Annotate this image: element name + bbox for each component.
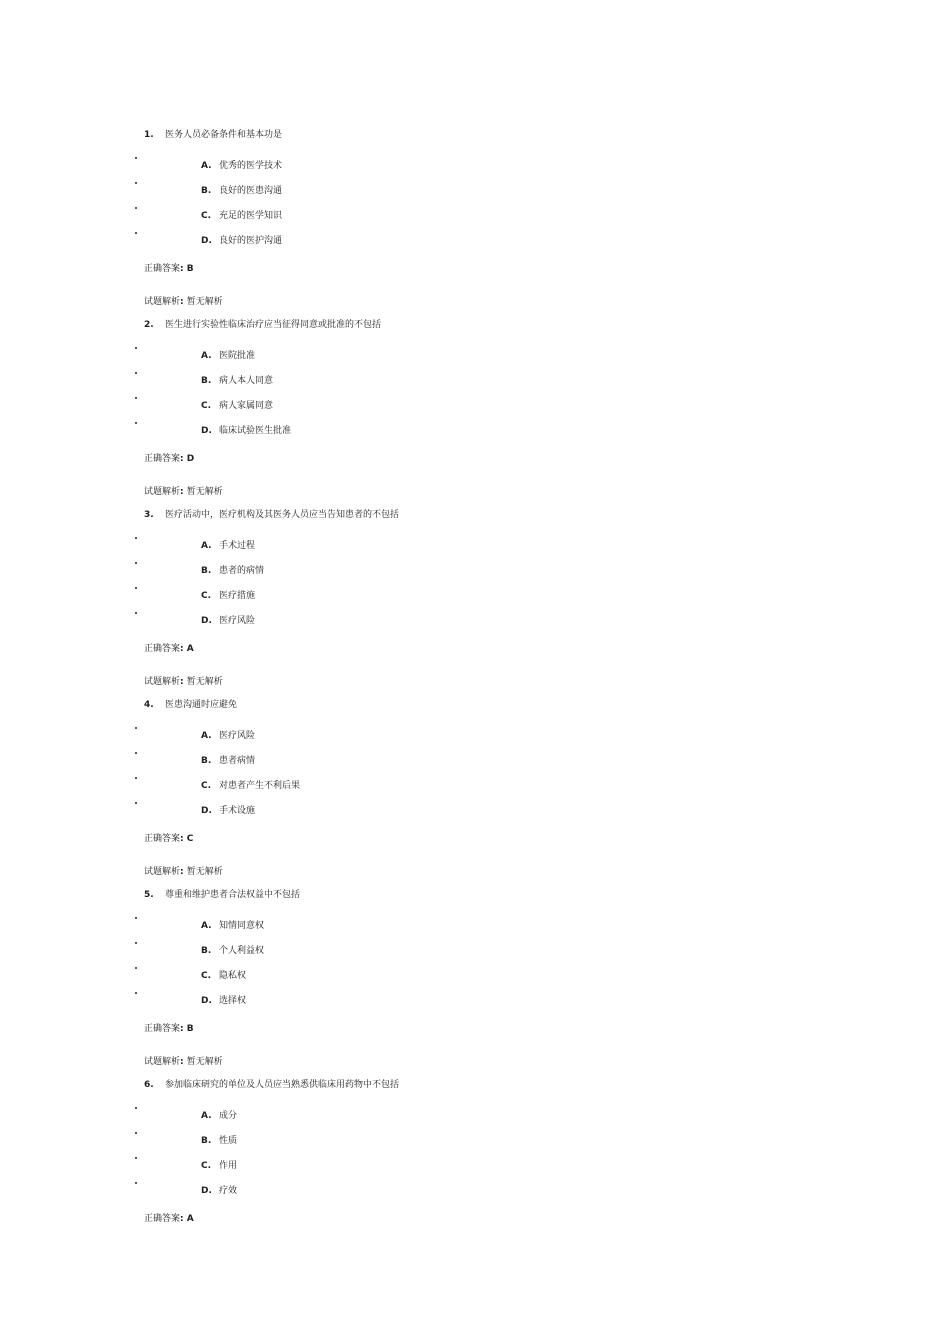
- question-title: [144, 697, 237, 710]
- question-text: 参加临床研究的单位及人员应当熟悉供临床用药物中不包括: [165, 1080, 400, 1090]
- option-c[interactable]: [0, 588, 950, 602]
- option-label: [201, 588, 255, 601]
- option-letter: C.: [201, 591, 212, 601]
- option-text: 病人家属同意: [219, 401, 274, 411]
- option-b[interactable]: [0, 943, 950, 957]
- correct-answer-label: 正确答案: [144, 644, 181, 654]
- explanation-text: 暂无解析: [186, 677, 223, 687]
- option-letter: D.: [201, 616, 212, 626]
- option-text: 成分: [219, 1111, 238, 1121]
- colon-separator: :: [180, 487, 187, 497]
- correct-answer-label: 正确答案: [144, 454, 181, 464]
- bullet-dot-icon: [135, 917, 137, 919]
- option-b[interactable]: [0, 563, 950, 577]
- question-text: 医疗活动中，医疗机构及其医务人员应当告知患者的不包括: [165, 510, 400, 520]
- option-letter: A.: [201, 541, 212, 551]
- bullet-dot-icon: [135, 802, 137, 804]
- question-number: 4.: [144, 700, 154, 710]
- option-letter: D.: [201, 806, 212, 816]
- bullet-dot-icon: [135, 967, 137, 969]
- colon-separator: :: [180, 867, 187, 877]
- bullet-dot-icon: [135, 1132, 137, 1134]
- option-letter: C.: [201, 401, 212, 411]
- option-label: [201, 158, 282, 171]
- colon-separator: :: [180, 1024, 187, 1034]
- option-c[interactable]: [0, 778, 950, 792]
- option-text: 隐私权: [219, 971, 247, 981]
- option-b[interactable]: [0, 1133, 950, 1147]
- question-text: 医务人员必备条件和基本功是: [165, 130, 283, 140]
- question-title: [144, 1077, 399, 1090]
- option-text: 知情同意权: [219, 921, 265, 931]
- correct-answer: [144, 831, 193, 844]
- correct-answer-value: A: [186, 1214, 194, 1224]
- explanation-text: 暂无解析: [186, 297, 223, 307]
- correct-answer: [144, 1211, 194, 1224]
- option-letter: C.: [201, 211, 212, 221]
- explanation-text: 暂无解析: [186, 1057, 223, 1067]
- bullet-dot-icon: [135, 537, 137, 539]
- correct-answer-value: B: [186, 1024, 194, 1034]
- question-title: [144, 127, 282, 140]
- option-letter: B.: [201, 756, 212, 766]
- option-label: [201, 803, 255, 816]
- question-number: 1.: [144, 130, 154, 140]
- option-label: [201, 233, 282, 246]
- option-text: 选择权: [219, 996, 247, 1006]
- bullet-dot-icon: [135, 727, 137, 729]
- option-text: 医院批准: [219, 351, 256, 361]
- colon-separator: :: [180, 834, 187, 844]
- option-b[interactable]: [0, 183, 950, 197]
- colon-separator: :: [180, 1057, 187, 1067]
- option-d[interactable]: [0, 1183, 950, 1197]
- option-label: [201, 728, 255, 741]
- option-a[interactable]: [0, 918, 950, 932]
- option-text: 患者的病情: [219, 566, 265, 576]
- option-d[interactable]: [0, 233, 950, 247]
- explanation-label: 试题解析: [144, 297, 181, 307]
- option-text: 临床试验医生批准: [219, 426, 292, 436]
- option-text: 个人利益权: [219, 946, 265, 956]
- option-text: 对患者产生不利后果: [219, 781, 301, 791]
- correct-answer: [144, 1021, 194, 1034]
- option-label: [201, 613, 255, 626]
- question-title: [144, 507, 399, 520]
- option-text: 性质: [219, 1136, 238, 1146]
- question-title: [144, 317, 381, 330]
- bullet-dot-icon: [135, 612, 137, 614]
- question-number: 5.: [144, 890, 154, 900]
- correct-answer-value: C: [186, 834, 194, 844]
- explanation: [144, 294, 223, 307]
- explanation-text: 暂无解析: [186, 867, 223, 877]
- correct-answer: [144, 641, 194, 654]
- option-text: 良好的医护沟通: [219, 236, 283, 246]
- correct-answer-value: D: [186, 454, 195, 464]
- option-text: 医疗风险: [219, 731, 256, 741]
- explanation-label: 试题解析: [144, 867, 181, 877]
- option-label: [201, 373, 273, 386]
- colon-separator: :: [180, 454, 187, 464]
- option-text: 充足的医学知识: [219, 211, 283, 221]
- option-letter: C.: [201, 971, 212, 981]
- bullet-dot-icon: [135, 562, 137, 564]
- bullet-dot-icon: [135, 347, 137, 349]
- question-title: [144, 887, 300, 900]
- correct-answer-value: B: [186, 264, 194, 274]
- explanation-label: 试题解析: [144, 1057, 181, 1067]
- option-text: 手术过程: [219, 541, 256, 551]
- bullet-dot-icon: [135, 587, 137, 589]
- option-d[interactable]: [0, 423, 950, 437]
- bullet-dot-icon: [135, 207, 137, 209]
- option-c[interactable]: [0, 398, 950, 412]
- question-text: 医生进行实验性临床治疗应当征得同意或批准的不包括: [165, 320, 382, 330]
- option-label: [201, 1158, 237, 1171]
- option-letter: D.: [201, 996, 212, 1006]
- option-d[interactable]: [0, 993, 950, 1007]
- option-text: 手术设施: [219, 806, 256, 816]
- option-letter: C.: [201, 1161, 212, 1171]
- option-text: 医疗风险: [219, 616, 256, 626]
- colon-separator: :: [180, 677, 187, 687]
- option-label: [201, 183, 282, 196]
- option-c[interactable]: [0, 1158, 950, 1172]
- bullet-dot-icon: [135, 372, 137, 374]
- option-a[interactable]: [0, 158, 950, 172]
- option-letter: A.: [201, 351, 212, 361]
- bullet-dot-icon: [135, 777, 137, 779]
- colon-separator: :: [180, 264, 187, 274]
- bullet-dot-icon: [135, 1157, 137, 1159]
- option-label: [201, 398, 273, 411]
- option-label: [201, 918, 264, 931]
- correct-answer: [144, 451, 194, 464]
- bullet-dot-icon: [135, 992, 137, 994]
- correct-answer-label: 正确答案: [144, 1024, 181, 1034]
- option-letter: D.: [201, 1186, 212, 1196]
- option-label: [201, 1133, 237, 1146]
- option-a[interactable]: [0, 728, 950, 742]
- option-letter: B.: [201, 946, 212, 956]
- explanation-label: 试题解析: [144, 677, 181, 687]
- correct-answer-label: 正确答案: [144, 834, 181, 844]
- option-d[interactable]: [0, 803, 950, 817]
- explanation: [144, 864, 223, 877]
- option-c[interactable]: [0, 208, 950, 222]
- option-letter: C.: [201, 781, 212, 791]
- explanation-text: 暂无解析: [186, 487, 223, 497]
- colon-separator: :: [180, 297, 187, 307]
- bullet-dot-icon: [135, 232, 137, 234]
- option-a[interactable]: [0, 1108, 950, 1122]
- option-d[interactable]: [0, 613, 950, 627]
- bullet-dot-icon: [135, 1107, 137, 1109]
- option-a[interactable]: [0, 538, 950, 552]
- option-label: [201, 563, 264, 576]
- option-letter: B.: [201, 376, 212, 386]
- option-label: [201, 1183, 237, 1196]
- bullet-dot-icon: [135, 157, 137, 159]
- question-number: 3.: [144, 510, 154, 520]
- option-letter: D.: [201, 236, 212, 246]
- bullet-dot-icon: [135, 1182, 137, 1184]
- bullet-dot-icon: [135, 182, 137, 184]
- correct-answer: [144, 261, 194, 274]
- option-text: 优秀的医学技术: [219, 161, 283, 171]
- correct-answer-label: 正确答案: [144, 1214, 181, 1224]
- option-letter: A.: [201, 731, 212, 741]
- option-label: [201, 208, 282, 221]
- option-label: [201, 778, 300, 791]
- option-label: [201, 968, 246, 981]
- option-c[interactable]: [0, 968, 950, 982]
- question-text: 医患沟通时应避免: [165, 700, 238, 710]
- option-b[interactable]: [0, 753, 950, 767]
- bullet-dot-icon: [135, 752, 137, 754]
- option-text: 患者病情: [219, 756, 256, 766]
- option-b[interactable]: [0, 373, 950, 387]
- option-letter: B.: [201, 1136, 212, 1146]
- option-letter: A.: [201, 161, 212, 171]
- option-label: [201, 423, 291, 436]
- correct-answer-label: 正确答案: [144, 264, 181, 274]
- option-text: 医疗措施: [219, 591, 256, 601]
- explanation-label: 试题解析: [144, 487, 181, 497]
- option-text: 病人本人同意: [219, 376, 274, 386]
- explanation: [144, 674, 223, 687]
- option-letter: D.: [201, 426, 212, 436]
- option-a[interactable]: [0, 348, 950, 362]
- option-label: [201, 943, 264, 956]
- question-number: 2.: [144, 320, 154, 330]
- option-label: [201, 993, 246, 1006]
- option-text: 良好的医患沟通: [219, 186, 283, 196]
- option-label: [201, 348, 255, 361]
- option-letter: B.: [201, 566, 212, 576]
- correct-answer-value: A: [186, 644, 194, 654]
- explanation: [144, 484, 223, 497]
- colon-separator: :: [180, 1214, 187, 1224]
- option-label: [201, 1108, 237, 1121]
- option-letter: B.: [201, 186, 212, 196]
- option-letter: A.: [201, 1111, 212, 1121]
- bullet-dot-icon: [135, 422, 137, 424]
- explanation: [144, 1054, 223, 1067]
- option-letter: A.: [201, 921, 212, 931]
- option-label: [201, 753, 255, 766]
- colon-separator: :: [180, 644, 187, 654]
- option-label: [201, 538, 255, 551]
- bullet-dot-icon: [135, 397, 137, 399]
- question-number: 6.: [144, 1080, 154, 1090]
- question-text: 尊重和维护患者合法权益中不包括: [165, 890, 301, 900]
- bullet-dot-icon: [135, 942, 137, 944]
- option-text: 作用: [219, 1161, 238, 1171]
- option-text: 疗效: [219, 1186, 238, 1196]
